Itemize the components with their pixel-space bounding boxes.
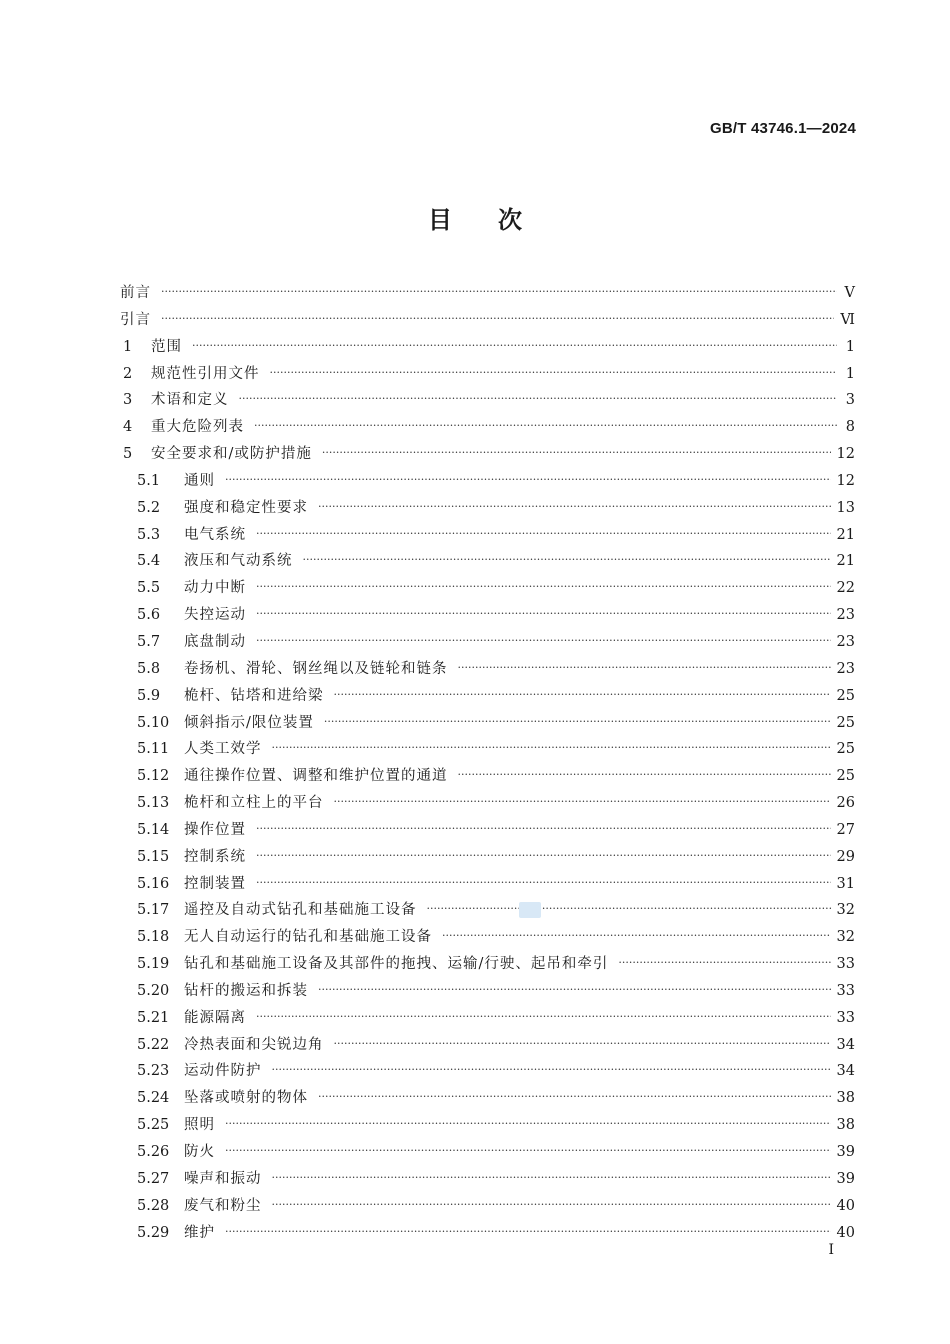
toc-entry-page: 27: [836, 821, 855, 838]
toc-leader-dots: [318, 983, 831, 996]
toc-leader-dots: [256, 822, 831, 835]
toc-entry[interactable]: [120, 1194, 855, 1221]
toc-entry-number: 5.29: [137, 1224, 170, 1241]
toc-entry-page: 25: [836, 687, 855, 704]
toc-entry-page: 21: [836, 553, 855, 570]
toc-entry-number: 5.10: [137, 714, 170, 731]
toc-entry[interactable]: [120, 1006, 855, 1033]
toc-entry[interactable]: [120, 415, 855, 442]
toc-entry[interactable]: [120, 737, 855, 764]
toc-entry-label: 噪声和振动: [184, 1170, 262, 1187]
toc-entry-page: 12: [836, 472, 855, 489]
toc-leader-dots: [254, 419, 837, 432]
toc-entry-label: 术语和定义: [151, 392, 229, 409]
toc-entry-page: 38: [836, 1117, 855, 1134]
toc-entry-number: 5.22: [137, 1036, 170, 1053]
toc-leader-dots: [427, 902, 831, 915]
toc-entry-number: 5.27: [137, 1170, 170, 1187]
toc-entry[interactable]: [120, 442, 855, 469]
toc-leader-dots: [270, 366, 838, 379]
toc-entry[interactable]: [120, 549, 855, 576]
toc-entry[interactable]: [120, 281, 855, 308]
toc-entry-number: 5.4: [137, 553, 161, 570]
toc-entry-page: 38: [836, 1090, 855, 1107]
toc-entry-label: 控制装置: [184, 875, 246, 892]
toc-entry-page: 23: [836, 660, 855, 677]
toc-entry-page: 40: [836, 1224, 855, 1241]
table-of-contents: [120, 281, 855, 1247]
toc-entry-page: 23: [836, 633, 855, 650]
toc-entry-label: 桅杆、钻塔和进给梁: [184, 687, 324, 704]
toc-entry[interactable]: [120, 711, 855, 738]
toc-entry-label: 电气系统: [184, 526, 246, 543]
toc-entry[interactable]: [120, 523, 855, 550]
toc-leader-dots: [303, 553, 831, 566]
toc-leader-dots: [239, 392, 838, 405]
toc-entry-page: 33: [836, 1009, 855, 1026]
toc-entry[interactable]: [120, 362, 855, 389]
toc-leader-dots: [458, 661, 831, 674]
toc-entry[interactable]: [120, 952, 855, 979]
toc-entry-number: 5: [123, 446, 133, 463]
toc-entry-number: 5.25: [137, 1117, 170, 1134]
toc-entry-number: 5.26: [137, 1144, 170, 1160]
toc-entry-page: 31: [836, 875, 855, 892]
toc-leader-dots: [225, 473, 831, 486]
toc-entry-page: 34: [836, 1063, 855, 1080]
toc-entry-page: 32: [836, 929, 855, 946]
toc-entry-label: 防火: [184, 1144, 215, 1160]
toc-entry-label: 通则: [184, 472, 215, 489]
toc-entry-page: 34: [836, 1036, 855, 1053]
toc-leader-dots: [458, 768, 831, 781]
toc-entry-number: 2: [123, 365, 133, 382]
toc-entry-number: 5.28: [137, 1197, 170, 1214]
toc-entry-page: 33: [836, 982, 855, 999]
toc-leader-dots: [256, 580, 831, 593]
toc-entry[interactable]: [120, 657, 855, 684]
watermark-logo: [519, 902, 541, 918]
toc-entry-page: 1: [845, 338, 855, 355]
toc-entry[interactable]: [120, 1221, 855, 1248]
toc-entry-label: 桅杆和立柱上的平台: [184, 795, 324, 812]
toc-entry-page: 32: [836, 902, 855, 919]
toc-entry-number: 5.12: [137, 768, 170, 785]
toc-entry-label: 安全要求和/或防护措施: [151, 446, 312, 463]
toc-entry-page: 39: [836, 1144, 855, 1160]
toc-entry-label: 引言: [120, 311, 151, 328]
toc-leader-dots: [272, 1171, 831, 1184]
toc-leader-dots: [192, 339, 837, 352]
toc-entry-page: 25: [836, 741, 855, 758]
toc-entry-number: 5.15: [137, 848, 170, 865]
toc-entry[interactable]: [120, 335, 855, 362]
toc-entry-number: 1: [123, 338, 133, 355]
toc-entry-label: 冷热表面和尖锐边角: [184, 1036, 324, 1053]
toc-entry-number: 5.14: [137, 821, 170, 838]
toc-entry-page: 23: [836, 607, 855, 624]
toc-entry[interactable]: [120, 1033, 855, 1060]
toc-entry-number: 5.24: [137, 1090, 170, 1107]
toc-entry-page: 29: [836, 848, 855, 865]
toc-entry-label: 重大危险列表: [151, 419, 244, 436]
toc-leader-dots: [256, 607, 831, 620]
toc-leader-dots: [161, 285, 837, 298]
toc-leader-dots: [225, 1117, 831, 1130]
toc-entry[interactable]: [120, 1059, 855, 1086]
toc-entry[interactable]: [120, 764, 855, 791]
toc-entry-page: 3: [845, 392, 855, 409]
toc-entry-page: 25: [836, 768, 855, 785]
toc-entry[interactable]: [120, 791, 855, 818]
toc-entry-label: 底盘制动: [184, 633, 246, 650]
toc-entry-page: 40: [836, 1197, 855, 1214]
toc-entry-page: 26: [836, 795, 855, 812]
toc-leader-dots: [256, 876, 831, 889]
toc-entry-page: 25: [836, 714, 855, 731]
toc-leader-dots: [272, 1063, 831, 1076]
toc-entry-label: 能源隔离: [184, 1009, 246, 1026]
toc-entry-number: 5.8: [137, 660, 161, 677]
toc-entry[interactable]: [120, 630, 855, 657]
toc-entry[interactable]: [120, 845, 855, 872]
toc-entry-label: 遥控及自动式钻孔和基础施工设备: [184, 902, 417, 919]
toc-entry-page: 22: [836, 580, 855, 597]
toc-entry-number: 5.3: [137, 526, 161, 543]
toc-leader-dots: [256, 527, 831, 540]
toc-entry-label: 控制系统: [184, 848, 246, 865]
toc-entry[interactable]: [120, 1113, 855, 1140]
toc-leader-dots: [256, 1010, 831, 1023]
toc-entry-label: 人类工效学: [184, 741, 262, 758]
toc-entry[interactable]: [120, 872, 855, 899]
title-char-1: 目: [428, 205, 452, 234]
toc-entry-page: 1: [845, 365, 855, 382]
toc-entry[interactable]: [120, 925, 855, 952]
page-title: [0, 200, 950, 235]
toc-leader-dots: [256, 634, 831, 647]
toc-entry-number: 5.23: [137, 1063, 170, 1080]
page-number: Ⅰ: [828, 1242, 834, 1258]
toc-leader-dots: [272, 1198, 831, 1211]
toc-entry-number: 5.17: [137, 902, 170, 919]
toc-entry-label: 失控运动: [184, 607, 246, 624]
toc-entry-number: 5.18: [137, 929, 170, 946]
toc-entry-page: 39: [836, 1170, 855, 1187]
toc-entry[interactable]: [120, 469, 855, 496]
toc-leader-dots: [318, 1090, 831, 1103]
toc-leader-dots: [334, 688, 831, 701]
toc-entry[interactable]: [120, 603, 855, 630]
toc-entry-page: 12: [836, 446, 855, 463]
toc-entry[interactable]: [120, 684, 855, 711]
toc-entry-page: 21: [836, 526, 855, 543]
toc-leader-dots: [618, 956, 830, 969]
toc-entry-number: 5.5: [137, 580, 161, 597]
toc-entry[interactable]: [120, 898, 855, 925]
toc-entry-label: 照明: [184, 1117, 215, 1134]
toc-leader-dots: [161, 312, 834, 325]
toc-entry-number: 5.7: [137, 633, 161, 650]
toc-leader-dots: [272, 741, 831, 754]
toc-entry-number: 5.21: [137, 1009, 170, 1026]
toc-entry-page: 13: [836, 499, 855, 516]
toc-entry-label: 钻杆的搬运和拆装: [184, 982, 308, 999]
toc-leader-dots: [225, 1225, 831, 1238]
toc-leader-dots: [324, 715, 831, 728]
toc-entry[interactable]: [120, 576, 855, 603]
toc-leader-dots: [442, 929, 831, 942]
toc-entry-page: 33: [836, 956, 855, 973]
toc-entry[interactable]: [120, 308, 855, 335]
toc-entry[interactable]: [120, 388, 855, 415]
toc-entry-label: 运动件防护: [184, 1063, 262, 1080]
toc-entry-label: 钻孔和基础施工设备及其部件的拖拽、运输/行驶、起吊和牵引: [184, 956, 609, 973]
toc-leader-dots: [256, 849, 831, 862]
toc-entry[interactable]: [120, 1167, 855, 1194]
toc-entry-label: 规范性引用文件: [151, 365, 260, 382]
toc-entry-label: 前言: [120, 285, 151, 301]
toc-entry-label: 范围: [151, 338, 182, 355]
toc-entry-number: 5.19: [137, 956, 170, 973]
toc-entry-number: 5.16: [137, 875, 170, 892]
toc-entry-page: Ⅵ: [840, 311, 855, 328]
toc-entry[interactable]: [120, 1140, 855, 1167]
toc-entry-label: 强度和稳定性要求: [184, 499, 308, 516]
toc-entry-label: 坠落或喷射的物体: [184, 1090, 308, 1107]
toc-entry-page: 8: [845, 419, 855, 436]
toc-entry-number: 4: [123, 419, 133, 436]
toc-leader-dots: [322, 446, 831, 459]
toc-entry[interactable]: [120, 496, 855, 523]
toc-leader-dots: [318, 500, 831, 513]
toc-entry-page: Ⅴ: [844, 285, 855, 301]
toc-leader-dots: [334, 795, 831, 808]
toc-entry-label: 卷扬机、滑轮、钢丝绳以及链轮和链条: [184, 660, 448, 677]
toc-leader-dots: [334, 1037, 831, 1050]
toc-entry-number: 5.6: [137, 607, 161, 624]
toc-entry-label: 废气和粉尘: [184, 1197, 262, 1214]
toc-entry-number: 5.11: [137, 741, 170, 758]
toc-entry-label: 维护: [184, 1224, 215, 1241]
toc-entry-number: 5.13: [137, 795, 170, 812]
toc-leader-dots: [225, 1144, 831, 1157]
toc-entry-number: 5.1: [137, 472, 161, 489]
toc-entry-label: 动力中断: [184, 580, 246, 597]
title-char-2: 次: [498, 205, 522, 234]
toc-entry-number: 5.20: [137, 982, 170, 999]
toc-entry[interactable]: [120, 979, 855, 1006]
toc-entry-label: 无人自动运行的钻孔和基础施工设备: [184, 929, 432, 946]
toc-entry-number: 5.9: [137, 687, 161, 704]
toc-entry[interactable]: [120, 818, 855, 845]
toc-entry-label: 操作位置: [184, 821, 246, 838]
toc-entry-number: 3: [123, 392, 133, 409]
toc-entry-label: 通往操作位置、调整和维护位置的通道: [184, 768, 448, 785]
toc-entry-number: 5.2: [137, 499, 161, 516]
toc-entry-label: 液压和气动系统: [184, 553, 293, 570]
standard-code: GB/T 43746.1—2024: [710, 120, 856, 137]
toc-entry-label: 倾斜指示/限位装置: [184, 714, 314, 731]
toc-entry[interactable]: [120, 1086, 855, 1113]
